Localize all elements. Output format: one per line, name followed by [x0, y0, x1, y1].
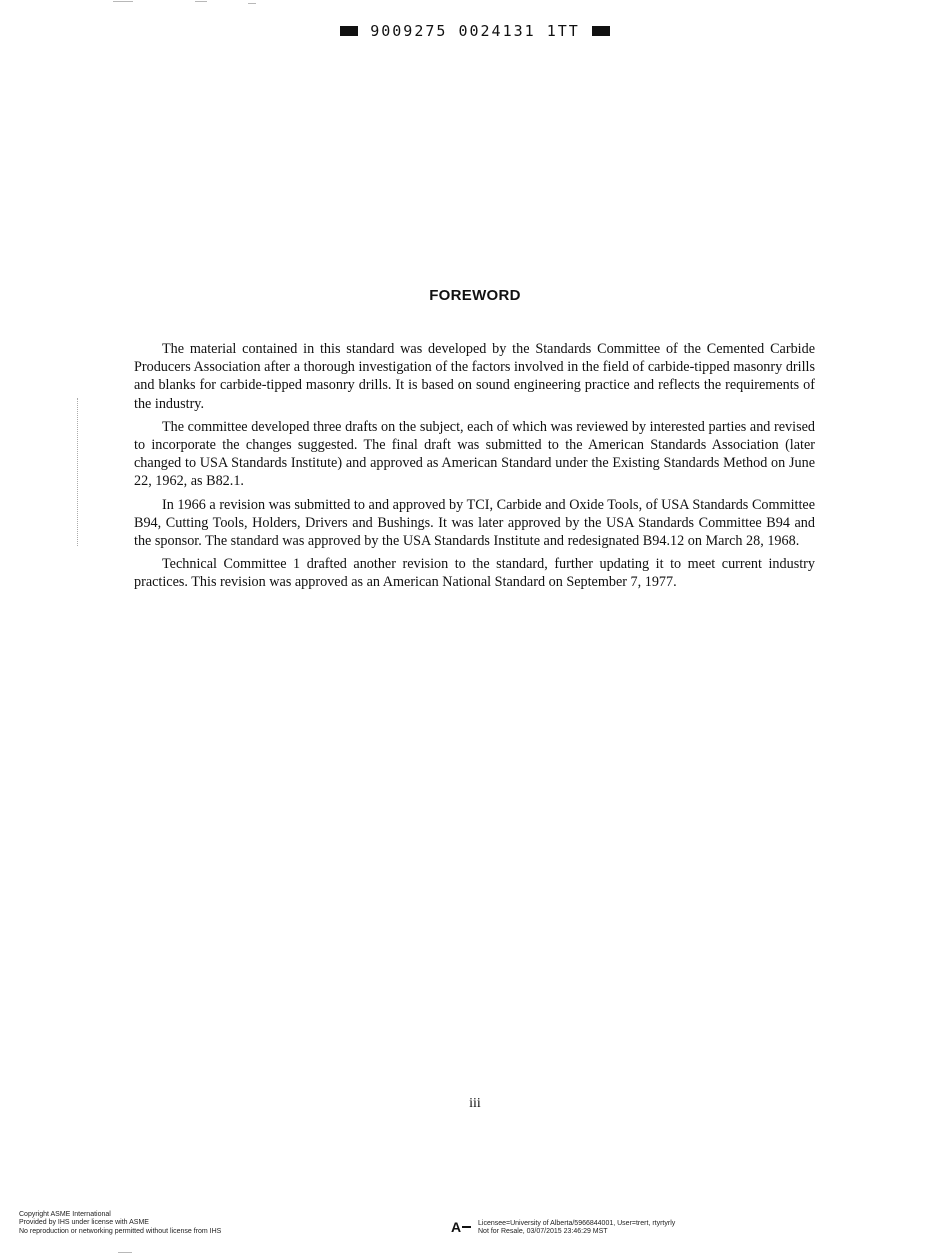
copyright-notice [19, 1211, 221, 1236]
footer-line: Not for Resale, 03/07/2015 23:46:29 MST [478, 1228, 608, 1236]
scan-artifact [113, 1, 133, 2]
paragraph: In 1966 a revision was submitted to and approved by TCI, Carbide and Oxide Tools, of USA Standards Committee B94, Cutting Tools, Holders, Drivers and Bushings. It was later approved by the USA Standards Committee B94 and the sponsor. The standard was approved by the USA Standards Institute and redesignated B94.12 on March 28, 1968. [134, 496, 815, 550]
margin-dots [77, 398, 79, 546]
footer-line: Copyright ASME International [19, 1211, 111, 1218]
scan-artifact [248, 3, 256, 4]
page-number: iii [469, 1096, 481, 1111]
paragraph: Technical Committee 1 drafted another revision to the standard, further updating it to meet current industry practices. This revision was approved as an American National Standard on September 7, 1977. [134, 556, 815, 591]
license-notice [478, 1220, 675, 1237]
barcode-block-left [340, 26, 358, 36]
foreword-body [134, 340, 815, 597]
ihs-logo-dash [462, 1226, 471, 1228]
footer-line: Licensee=University of Alberta/5966844001, User=trert, rtyrtyrly [478, 1220, 676, 1227]
ihs-logo: A [451, 1219, 462, 1235]
footer-line: Provided by IHS under license with ASME [19, 1219, 149, 1227]
paragraph: The committee developed three drafts on the subject, each of which was reviewed by interested parties and revised to incorporate the changes suggested. The final draft was submitted to the American Standards Association (later changed to USA Standards Institute) and approved as American Standard under the Existing Standards Method on June 22, 1962, as B82.1. [134, 418, 815, 490]
scan-artifact [195, 1, 207, 2]
paragraph: The material contained in this standard was developed by the Standards Committee of the Cemented Carbide Producers Association after a thorough investigation of the factors involved in the field of carbide-tipped masonry drills and blanks for carbide-tipped masonry drills. It is based on sound engineering practice and reflects the requirements of the industry. [134, 341, 815, 412]
barcode-text: 9009275 0024131 1TT [370, 22, 580, 40]
scan-artifact [118, 1252, 132, 1253]
page-title: FOREWORD [429, 287, 521, 304]
barcode-block-right [592, 26, 610, 36]
footer-line: No reproduction or networking permitted without license from IHS [19, 1227, 222, 1235]
header-barcode [0, 22, 950, 40]
